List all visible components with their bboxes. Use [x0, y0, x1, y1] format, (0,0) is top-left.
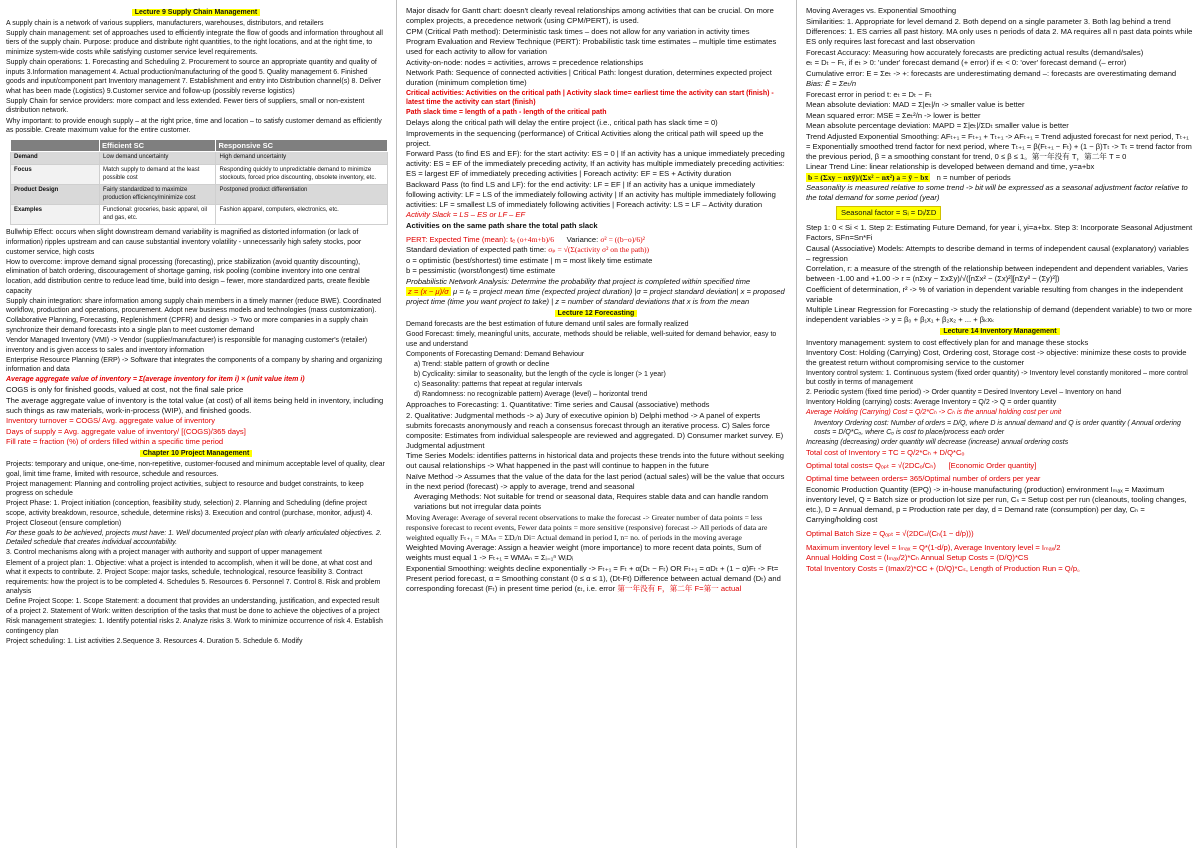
optimal-cost-row — [806, 461, 1194, 471]
cumulative-error: Cumulative error: E = Σeₜ -> +: forecasts are underestimating demand –: forecasts are overestimating demand — [806, 68, 1177, 78]
similarities: Similarities: 1. Appropriate for level demand 2. Both depend on a single parameter 3. Both lag behind a trend — [806, 16, 1171, 26]
critical-improvements: Improvements in the sequencing (performance) of Critical Activities along the critical path will speed up the project. — [406, 128, 764, 148]
demand-forecasts: Demand forecasts are the best estimation of future demand until sales are formally realized — [406, 320, 689, 328]
days-of-supply: Days of supply = Avg. aggregate value of inventory/ [(COGS)/365 days] — [6, 426, 246, 436]
forward-pass: Forward Pass (to find ES and EF): for the start activity: ES = 0 | If an activity has a unique immediately preceding activity: ES = EF of the immediately preceding activity, If an activity has multiple immediately preceding activities: ES = largest EF of immediately preceding activities | Foreach activity: EF = ES + Activity duration — [406, 149, 785, 179]
column-divider — [396, 0, 397, 848]
table-cell: Match supply to demand at the least possible cost — [100, 164, 216, 184]
shared-path-slack: Activities on the same path share the total path slack — [406, 220, 598, 230]
aggregate-value-note: The average aggregate value of inventory is the total value (at cost) of all items being held in inventory, including such things as raw materials, work-in-process (WIP), and finished goods. — [6, 395, 384, 415]
table-header-row — [11, 139, 388, 152]
sd-label: Standard deviation of expected path time: — [406, 245, 547, 255]
table-cell: Postponed product differentiation — [216, 185, 388, 205]
order-quantity-note: Increasing (decreasing) order quantity will decrease (increase) annual ordering costs — [806, 439, 1069, 447]
error-definition: eₜ = Dₜ − Fₜ, if eₜ > 0: 'under' forecast demand (+ error) if eₜ < 0: 'over' forecast demand (– error) — [806, 58, 1127, 67]
project-management: Project management: Planning and controlling project activities, subject to resource and budget constraints, to keep progress on schedule — [6, 480, 364, 498]
component-cyclicality: b) Cyclicality: similar to seasonality, but the length of the cycle is longer (> 1 year) — [414, 370, 666, 378]
ma-vs-es-title: Moving Averages vs. Exponential Smoothing — [806, 6, 957, 15]
ordering-cost: Inventory Ordering cost: Number of orders = D/Q, where D is annual demand and Q is order quantity ( Annual ordering costs = D/Q*Cₒ, where Cₒ is cost to place/process each order — [814, 419, 1181, 437]
z-formula: z = (x − μ)/σ — [408, 287, 449, 297]
column-2 — [400, 0, 792, 848]
table-cell: Fashion apparel, computers, electronics, etc. — [216, 205, 388, 225]
holding-costs: Inventory Holding (carrying) costs: Average Inventory = Q/2 -> Q = order quantity — [806, 399, 1057, 407]
mapd: Mean absolute percentage deviation: MAPD = Σ|eₜ|/ΣDₜ smaller value is better — [806, 121, 1069, 130]
pert-var-o-m: o = optimistic (best/shortest) time estimate | m = most likely time estimate — [406, 255, 653, 265]
periodic-system: 2. Periodic system (fixed time period) -> Order quantity = Desired Inventory Level – Inventory on hand — [806, 389, 1122, 397]
project-goals: For these goals to be achieved, projects must have: 1. Well documented project plan with clearly articulated objectives. 2. Detailed schedule that creates individual accountability. — [6, 529, 382, 547]
define-project-scope: Define Project Scope: 1. Scope Statement: a document that provides an understanding, justification, and expected result of a project 2. Statement of Work: written description of the tasks that must be done to achieve the objectives of a project — [6, 598, 380, 615]
epq: Economic Production Quantity (EPQ) -> in-house manufacturing (production) environment Iₘₐₓ = Maximum inventory level, Q = Batch size or production lot size per run, Cₛ = Setup cost per run (cleanouts, tooling changes, etc.), D = Annual demand, p = Production rate per day, d = Demand rate (consumption) per day, Cₕ = Carrying/holding cost — [806, 484, 1187, 524]
inventory-control-system: Inventory control system: 1. Continuous system (fixed order quantity) -> Inventory level constantly monitored – more control but costly in terms of management — [806, 369, 1188, 387]
project-plan-elements: Element of a project plan: 1. Objective: what a project is intended to accomplish, when it will be done, at what cost and what it expects to contribute. 2. Project Scope: major tasks, schedule, technological, resource feasibility 3. Contract requirements: how the project is to be completed 4. Schedules 5. Resources 6. Personnel 7. Control 8. Risk and problem analysis — [6, 559, 381, 596]
optimal-time: Optimal time between orders= 365/Optimal number of orders per year — [806, 474, 1041, 484]
risk-management: Risk management strategies: 1. Identify potential risks 2. Analyze risks 3. Work to minimize occurrence of risk 4. Establish contingency plan — [6, 618, 383, 635]
scm-definition: Supply chain management: set of approaches used to efficiently integrate the flow of goods and information throughout all tiers of the supply chain. Purpose: produce and distribute right quantities, to the right locations, and at the right time, to minimize system-wide costs while satisfying customer service level requirements. — [6, 29, 383, 56]
inventory-cost: Inventory Cost: Holding (Carrying) Cost, Ordering cost, Storage cost -> objective: minimize these costs to provide the greatest return without compromising service to the customer — [806, 348, 1187, 368]
regression-formula: b = (Σxy − nx̄ȳ)/(Σx² − nx̄²) a = ȳ − bx̄ — [808, 172, 929, 182]
mad: Mean absolute deviation: MAD = Σ|eₜ|/n -> smaller value is better — [806, 100, 1025, 109]
sd-row — [406, 245, 786, 255]
table-header-cell — [11, 139, 100, 152]
cogs-note: COGS is only for finished goods, valued at cost, not the final sale price — [6, 385, 244, 395]
table-row — [11, 152, 388, 165]
seasonality: Seasonality is measured relative to some trend -> bit will be expressed as a seasonal adjustment factor relative to the total demand for some period (year) — [806, 183, 1188, 202]
sc-why-important: Why important: to provide enough supply – at the right price, time and location – to satisfy customer demand as efficiently as possible. Create maximum value for the entire customer. — [6, 117, 382, 135]
efficient-vs-responsive-table — [10, 139, 388, 226]
chinese-note: 第一年没有 F，第二年 F=第一 actual — [617, 583, 742, 593]
how-to-overcome: How to overcome: improve demand signal processing (forecasting), price stabilization (avoid quantity discounting), elimination of batch ordering, discouragement of shortage gaming, risk pooling (combine inventory into one central location, add distribution centre to reduce lead time, build into design – fewer, more standardized parts, create flexible capacity — [6, 258, 370, 295]
table-cell: Focus — [11, 164, 100, 184]
good-forecast: Good Forecast: timely, meaningful units, accurate, methods should be reliable, well-suited for demand behavior, easy to use and understand — [406, 330, 777, 348]
forecast-error: Forecast error in period t: eₜ = Dₜ − Fₜ — [806, 89, 932, 99]
table-cell: Examples — [11, 205, 100, 225]
regression-note: n = number of periods — [936, 172, 1011, 182]
lecture-9-heading: Lecture 9 Supply Chain Management — [6, 8, 386, 18]
table-cell: Low demand uncertainty — [100, 152, 216, 165]
variance-formula: σ² = ((b−o)/6)² — [600, 234, 645, 244]
project-phase: Project Phase: 1. Project initiation (conception, feasibility study, selection) 2. Planning and Scheduling (define project scope, activity breakdown, resource, schedule, determine risks) 3. Execution and control (purchase, monitor, adjust) 4. Project Closeout (ensure completion) — [6, 500, 373, 527]
components-heading: Components of Forecasting Demand: Demand Behaviour — [406, 350, 585, 358]
network-path: Network Path: Sequence of connected activities | Critical Path: longest duration, determines expected project duration (minimum completion time) — [406, 68, 772, 87]
mse: Mean squared error: MSE = Σeₜ²/n -> lower is better — [806, 110, 981, 120]
total-cost-formula: Total cost of Inventory = TC = Q/2*Cₕ + D/Q*Cₒ — [806, 448, 965, 458]
cpfr: Collaborative Planning, Forecasting, Replenishment (CPFR) and design -> Two or more companies in a supply chain synchronize their demand forecasts into a single plan to meet customer demand — [6, 317, 368, 334]
weighted-moving-average: Weighted Moving Average: Assign a heavier weight (more importance) to more recent data points, Sum of weights must equal 1 -> Fₜ₊₁ = WMAₙ = Σᵢ₌₁ⁿ WᵢDᵢ — [406, 543, 762, 563]
approaches-qualitative: 2. Qualitative: Judgmental methods -> a) Jury of executive opinion b) Delphi method -> A panel of experts submits forecasts anonymously and reach a consensus forecast through an iterative process. C) Sales force composite: Estimates from individual salespeople are reviewed and aggregated. D) Consumer market survey. E) Judgmental adjustment — [406, 410, 784, 450]
sc-operations: Supply chain operations: 1. Forecasting and Scheduling 2. Procurement to source an appropriate quantity and quality of inputs 3.Information management 4. Actual production/manufacturing of the good 5. Quality management 6. Finished goods and input/component part Inventory management 7. Establishment and entry into Distribution channel(s) 8. Deliver what has been made (Logistics) 9.Customer service and follow-up (possibly reverse logistics) — [6, 58, 382, 95]
avg-inventory-formula: Average aggregate value of inventory = Σ(average inventory for item i) × (unit value item i) — [6, 376, 305, 384]
critical-path-delays: Delays along the critical path will delay the entire project (i.e., critical path has slack time = 0) — [406, 118, 718, 128]
inventory-management: Inventory management: system to cost effectively plan for and manage these stocks — [806, 337, 1089, 347]
activity-on-node: Activity-on-node: nodes = activities, arrows = precedence relationships — [406, 57, 644, 67]
table-cell: Fairly standardized to maximize production efficiency/minimize cost — [100, 185, 216, 205]
exponential-smoothing — [406, 564, 786, 594]
vmi: Vendor Managed Inventory (VMI) -> Vendor (supplier/manufacturer) is responsible for managing customer's (retailer) inventory and is given access to sales and inventory information — [6, 337, 368, 354]
column-divider — [796, 0, 797, 848]
table-cell: Demand — [11, 152, 100, 165]
control-mechanisms: 3. Control mechanisms along with a project manager with authority and support of upper management — [6, 549, 322, 557]
sc-definition: A supply chain is a network of various suppliers, manufacturers, warehouses, distributors, and retailers — [6, 19, 324, 27]
trend-adjusted-es: Trend Adjusted Exponential Smoothing: AFₜ₊₁ = Fₜ₊₁ + Tₜ₊₁ -> AFₜ₊₁ = Trend adjusted forecast for next period, Tₜ₊₁ = Exponentially smoothed trend factor for next period, where Tₜ₊₁ = β(Fₜ₊₁ − Fₜ) + (1 − β)Tₜ -> Tₜ = trend factor from the previous period, β = a smoothing constant for trend, 0 ≤ β ≤ 1。第一年没有 T，第二年 T = 0 — [806, 131, 1192, 161]
fill-rate: Fill rate = fraction (%) of orders filled within a specific time period — [6, 437, 224, 447]
z-explanation: μ = tₑ = project mean time (expected project duration) |σ = project standard deviation| x = proposed project time (time you want project to take) | z = number of standard deviations that x is from the mean — [406, 287, 785, 307]
seasonal-factor-box: Seasonal factor = Sᵢ = Dᵢ/ΣD — [836, 206, 941, 220]
differences: Differences: 1. ES carries all past history. MA only uses n periods of data 2. MA requires all n past data points while ES only requires last forecast and last observation — [806, 27, 1193, 46]
erp: Enterprise Resource Planning (ERP) -> Software that integrates the components of a company by sharing and organizing information and data — [6, 356, 383, 374]
table-header-cell: Responsive SC — [216, 139, 388, 152]
table-cell: High demand uncertainty — [216, 152, 388, 165]
probabilistic-analysis: Probabilistic Network Analysis: Determine the probability that project is completed within specified time — [406, 276, 751, 286]
correlation: Correlation, r: a measure of the strength of the relationship between independent and dependent variables, Varies between -1.00 and +1.00 -> r = (nΣxy − ΣxΣy)/√([nΣx² − (Σx)²][nΣy² − (Σy)²]) — [806, 264, 1188, 283]
table-cell: Responding quickly to unpredictable demand to minimize stockouts, forced price discounting, obsolete inventory, etc. — [216, 164, 388, 184]
variance-label: Variance: — [566, 234, 599, 244]
pert-var-b: b = pessimistic (worst/longest) time estimate — [406, 266, 556, 276]
component-trend: a) Trend: stable pattern of growth or decline — [414, 360, 550, 368]
project-scheduling: Project scheduling: 1. List activities 2.Sequence 3. Resources 4. Duration 5. Schedule 6. Modify — [6, 637, 303, 645]
multiple-regression: Multiple Linear Regression for Forecasting -> study the relationship of demand (dependent variable) to two or more independent variables -> y = β₀ + β₁x₁ + β₂x₂ + ... + βₖxₖ — [806, 305, 1193, 324]
sd-formula: σₚ = √(Σ(activity σ² on the path)) — [548, 245, 650, 255]
column-1 — [0, 0, 392, 848]
forecast-accuracy: Forecast Accuracy: Measuring how accurately forecasts are predicting actual results (demand/sales) — [806, 47, 1144, 57]
seasonal-steps: Step 1: 0 < Si < 1. Step 2: Estimating Future Demand, for year i, yi=a+bx. Step 3: Incorporate Seasonal Adjustment Factors, SFn=Sn*Fi — [806, 223, 1193, 242]
backward-pass: Backward Pass (to find LS and LF): for the end activity: LF = EF | If an activity has a unique immediately following activity: LF = LS of the immediately following activity | If an activity has multiple immediately following activities: LF = smallest LS of immediately following activities | Foreach activity: LS = LF – Activity duration — [406, 179, 776, 209]
component-randomness: d) Randomness: no recognizable pattern) Average (level) – horizontal trend — [414, 391, 648, 399]
component-seasonality: c) Seasonality: patterns that repeat at regular intervals — [414, 380, 583, 388]
z-row — [406, 287, 786, 307]
coefficient-determination: Coefficient of determination, r² -> % of variation in dependent variable resulting from changes in the independent variable — [806, 284, 1184, 304]
path-slack: Path slack time = length of a path - length of the critical path — [406, 109, 607, 117]
averaging-methods: Averaging Methods: Not suitable for trend or seasonal data, Requires stable data and can handle random variations but not irregular data points — [414, 492, 769, 512]
table-cell: Functional: groceries, basic apparel, oil and gas, etc. — [100, 205, 216, 225]
naive-method: Naïve Method -> Assumes that the value of the data for the last period (actual sales) will be the value that occurs in the next period (forecast) -> apply to average, trend and seasonal — [406, 471, 785, 491]
pert-definition: Program Evaluation and Review Technique (PERT): Probabilistic task time estimates – multiple time estimates used for each activity to allow for variation — [406, 37, 777, 56]
chapter-10-heading: Chapter 10 Project Management — [6, 449, 386, 459]
bullwhip-effect: Bullwhip Effect: occurs when slight downstream demand variability is magnified as distorted information (or lack of information) ripples upstream and can cause substantial inventory volatility - unnecessarily high safety stocks, poor customer service, high costs — [6, 229, 362, 256]
pert-expected-time-label: PERT: Expected Time (mean): tₑ — [406, 234, 516, 244]
cpm-definition: CPM (Critical Path method): Deterministic task times – does not allow for any variation in activity times — [406, 26, 750, 36]
pert-formulas-row — [406, 235, 786, 245]
table-row — [11, 205, 388, 225]
activity-slack: Activity Slack = LS – ES or LF – EF — [406, 210, 526, 220]
annual-holding-setup: Annual Holding Cost = (Iₘₐₓ/2)*Cₕ Annual Setup Costs = (D/Q)*CS — [806, 553, 1029, 563]
max-inventory-level: Maximum inventory level = Iₘₐₓ = Q*(1-d/p), Average Inventory level = Iₘₐₓ/2 — [806, 542, 1061, 552]
optimal-cost-formula: Optimal total costs= Qₒₚₜ = √(2DCₒ/Cₕ) — [806, 461, 936, 471]
table-cell: Product Design — [11, 185, 100, 205]
total-inventory-costs: Total Inventory Costs = (Imax/2)*CC + (D/Q)*Cₛ, Length of Production Run = Q/p。 — [806, 563, 1085, 573]
column-3 — [800, 0, 1200, 848]
gantt-disadvantage: Major disadv for Gantt chart: doesn't clearly reveal relationships among activities that can be crucial. On more complex projects, a precedence network (using CPM/PERT), is used. — [406, 6, 774, 25]
pert-expected-time-formula: (o+4m+b)/6 — [517, 234, 554, 244]
eoq-label: [Economic Order quantity] — [948, 461, 1037, 471]
inventory-turnover: Inventory turnover = COGS/ Avg. aggregate value of inventory — [6, 416, 216, 426]
lecture-14-heading: Lecture 14 Inventory Management — [806, 327, 1194, 337]
seasonal-factor-row — [806, 206, 1194, 220]
bias: Bias: Ē = Σeₜ/n — [806, 79, 857, 88]
sc-integration: Supply chain integration: share information among supply chain members in a timely manner (reduce BWE). Coordinated workflow, production and operations, procurement. Adopt new business models and technologies (mass customization). — [6, 297, 382, 315]
moving-average: Moving Average: Average of several recent observations to make the forecast -> Greater number of data points = less responsive forecast to recent events, Fewer data points = more sensitive (responsive) forecast -> All periods of data are weighted equally Fₜ₊₁ = MAₙ = ΣDᵢ/n Di= Actual demand in period I, n= no. of periods in the moving average — [406, 512, 768, 542]
optimal-batch-size: Optimal Batch Size = Qₒₚₜ = √(2DCₛ/(Cₕ(1 − d/p))) — [806, 528, 974, 538]
approaches-quantitative: Approaches to Forecasting: 1. Quantitative: Time series and Causal (associative) methods — [406, 400, 710, 410]
table-row — [11, 164, 388, 184]
exponential-smoothing-text: Exponential Smoothing: weights decline exponentially -> Fₜ₊₁ = Fₜ + α(Dₜ − Fₜ) OR Fₜ₊₁ = αDₜ + (1 − α)Fₜ -> Ft= Present period forecast, α = Smoothing constant (0 ≤ α ≤ 1), (Dt-Ft) Difference between actual demand (Dₜ) and corresponding forecast (Fₜ) in present time period (εₜ, i.e. error — [406, 563, 781, 593]
sc-service-providers: Supply Chain for service providers: more compact and less extended. Fewer tiers of suppliers, small or non-existent distribution network. — [6, 97, 365, 115]
linear-trend-line: Linear Trend Line: linear relationship is developed between demand and time, y=a+bx — [806, 162, 1095, 171]
critical-activities: Critical activities: Activities on the critical path | Activity slack time= earliest time the activity can start (finish) - latest time the activity can start (finish) — [406, 89, 774, 107]
projects-definition: Projects: temporary and unique, one-time, non-repetitive, customer-focused and minimum acceptable level of quality, clear goal, limit time frame, limited with resource, schedule and resources. — [6, 461, 385, 478]
average-holding-cost: Average Holding (Carrying) Cost = Q/2*Cₕ -> Cₕ is the annual holding cost per unit — [806, 409, 1062, 417]
time-series-models: Time Series Models: identifies patterns in historical data and projects these trends into the future without seeking out causal relationships -> What happened in the past will continue to happen in the future — [406, 451, 784, 471]
lecture-12-heading: Lecture 12 Forecasting — [406, 309, 786, 319]
table-row — [11, 185, 388, 205]
table-header-cell: Efficient SC — [100, 139, 216, 152]
causal-models: Causal (Associative) Models: Attempts to describe demand in terms of independent causal (explanatory) variables – regression — [806, 243, 1189, 263]
regression-row — [806, 173, 1194, 183]
